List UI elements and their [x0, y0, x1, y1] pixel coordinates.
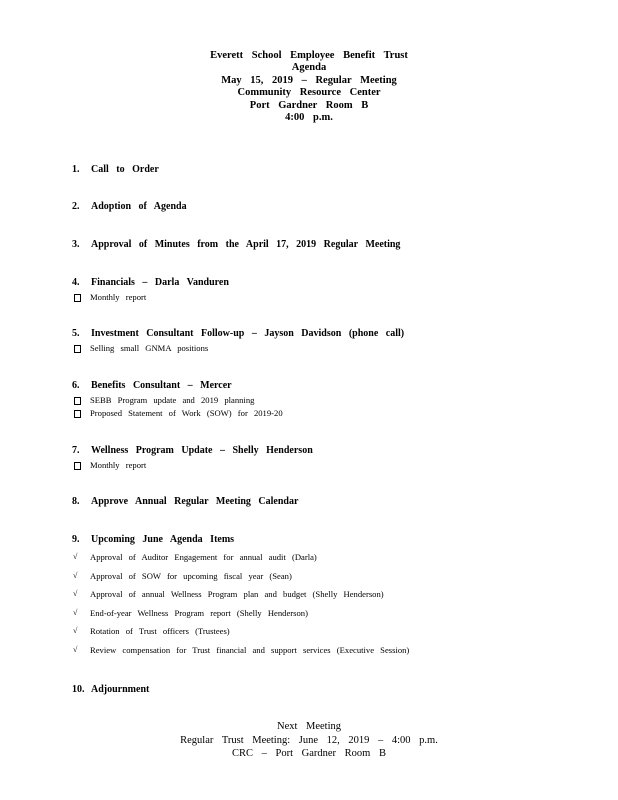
sub-item: √ End-of-year Wellness Program report (Shelly Henderson): [72, 604, 592, 623]
sub-item: √ Approval of SOW for upcoming fiscal year (Sean): [72, 567, 592, 586]
square-bullet-icon: [74, 462, 81, 470]
meeting-room: Port Gardner Room B: [249, 99, 369, 111]
item-number: 7.: [72, 445, 80, 456]
check-bullet-icon: √: [73, 607, 78, 617]
check-bullet-icon: √: [73, 644, 78, 654]
sub-item: √ Rotation of Trust officers (Trustees): [72, 622, 592, 641]
agenda-header: [0, 50, 618, 124]
item-title: Investment Consultant Follow-up – Jayson Davidson (phone call): [91, 328, 405, 339]
item-title: Approve Annual Regular Meeting Calendar: [91, 496, 299, 507]
check-bullet-icon: √: [73, 552, 78, 561]
sub-item: Selling small GNMA positions: [72, 342, 592, 355]
item-title: Wellness Program Update – Shelly Henderson: [91, 445, 313, 456]
check-bullet-icon: √: [73, 570, 78, 580]
next-meeting-date: Regular Trust Meeting: June 12, 2019 – 4:00 p.m.: [180, 734, 438, 746]
item-number: 5.: [72, 328, 80, 339]
sub-item: √ Approval of Auditor Engagement for annual audit (Darla): [72, 548, 592, 567]
next-meeting-location: CRC – Port Gardner Room B: [232, 748, 386, 760]
document-title: Agenda: [291, 62, 327, 74]
meeting-venue: Community Resource Center: [237, 87, 381, 99]
check-bullet-icon: √: [73, 589, 78, 599]
item-number: 2.: [72, 201, 80, 212]
agenda-item-3: [72, 239, 592, 250]
agenda-item-7: [72, 445, 592, 472]
sub-item: Monthly report: [72, 459, 592, 472]
next-meeting-heading: Next Meeting: [276, 721, 342, 732]
item-title: Adjournment: [91, 684, 150, 695]
agenda-item-8: [72, 496, 592, 507]
agenda-item-1: [72, 164, 592, 175]
next-meeting-footer: [0, 720, 618, 761]
square-bullet-icon: [74, 410, 81, 418]
organization-name: Everett School Employee Benefit Trust: [210, 50, 408, 61]
item-title: Benefits Consultant – Mercer: [91, 380, 232, 391]
meeting-date: May 15, 2019 – Regular Meeting: [221, 74, 397, 86]
square-bullet-icon: [74, 397, 81, 405]
item-number: 8.: [72, 496, 80, 507]
sub-item: √ Approval of annual Wellness Program plan and budget (Shelly Henderson): [72, 585, 592, 604]
item-number: 4.: [72, 277, 80, 288]
item-title: Upcoming June Agenda Items: [91, 534, 235, 545]
sub-item: SEBB Program update and 2019 planning: [72, 394, 592, 407]
item-number: 10.: [72, 684, 85, 695]
sub-item: √ Review compensation for Trust financial and support services (Executive Session): [72, 641, 592, 660]
agenda-item-9: [72, 534, 592, 660]
agenda-item-6: [72, 380, 592, 420]
sub-item: Monthly report: [72, 291, 592, 304]
sub-item: Proposed Statement of Work (SOW) for 2019-20: [72, 407, 592, 420]
item-title: Approval of Minutes from the April 17, 2019 Regular Meeting: [91, 239, 401, 250]
item-number: 1.: [72, 164, 80, 175]
agenda-item-4: [72, 277, 592, 304]
square-bullet-icon: [74, 294, 81, 302]
item-number: 9.: [72, 534, 80, 545]
agenda-item-2: [72, 201, 592, 212]
agenda-item-5: [72, 328, 592, 355]
item-number: 6.: [72, 380, 80, 391]
item-number: 3.: [72, 239, 80, 250]
meeting-time: 4:00 p.m.: [285, 112, 333, 124]
item-title: Financials – Darla Vanduren: [91, 277, 229, 288]
check-bullet-icon: √: [73, 626, 78, 636]
agenda-item-10: [72, 684, 592, 695]
square-bullet-icon: [74, 345, 81, 353]
item-title: Adoption of Agenda: [91, 201, 187, 212]
item-title: Call to Order: [91, 164, 159, 175]
